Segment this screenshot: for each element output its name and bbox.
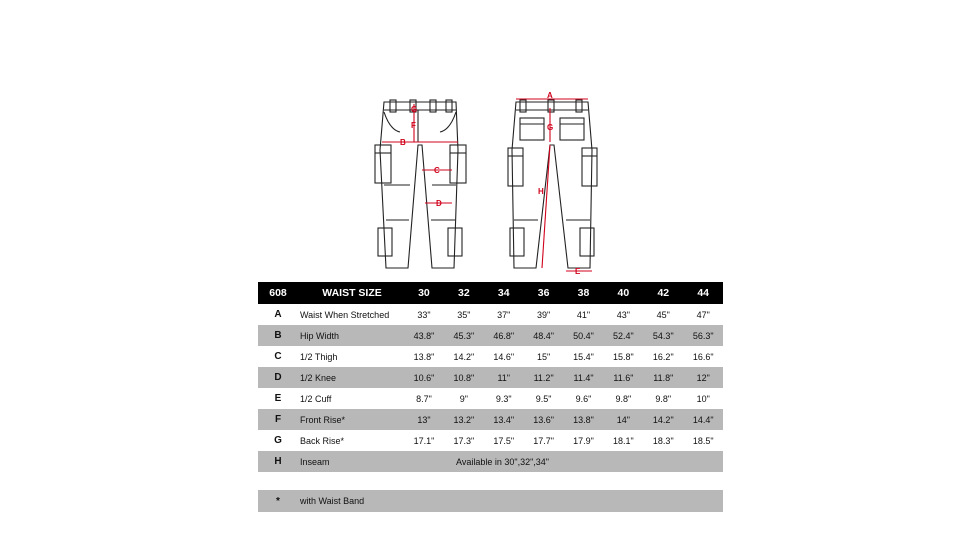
pants-diagram <box>370 90 610 275</box>
footnote-text: with Waist Band <box>298 490 404 512</box>
cell: 11.4" <box>564 367 604 388</box>
cell: 56.3" <box>683 325 723 346</box>
cell: 13.8" <box>404 346 444 367</box>
style-code: 608 <box>258 282 298 304</box>
row-label: 1/2 Knee <box>298 367 404 388</box>
cell: 50.4" <box>564 325 604 346</box>
table-row <box>258 325 723 346</box>
header-label: WAIST SIZE <box>298 282 404 304</box>
cell: 9.8" <box>603 388 643 409</box>
cell: 12" <box>683 367 723 388</box>
cell: 17.3" <box>444 430 484 451</box>
cell: 9.8" <box>643 388 683 409</box>
row-code: A <box>258 304 298 325</box>
table-row <box>258 346 723 367</box>
cell: 15" <box>524 346 564 367</box>
label-e-back: E <box>575 267 581 275</box>
row-label: 1/2 Thigh <box>298 346 404 367</box>
cell: 9" <box>444 388 484 409</box>
cell: 35" <box>444 304 484 325</box>
cell: 52.4" <box>603 325 643 346</box>
cell: 15.8" <box>603 346 643 367</box>
row-code: F <box>258 409 298 430</box>
row-code: B <box>258 325 298 346</box>
cell: 47" <box>683 304 723 325</box>
cell: 54.3" <box>643 325 683 346</box>
row-code: G <box>258 430 298 451</box>
cell: 14.2" <box>643 409 683 430</box>
row-label: 1/2 Cuff <box>298 388 404 409</box>
row-label: Back Rise* <box>298 430 404 451</box>
cell: 11.8" <box>643 367 683 388</box>
size-chart-table <box>258 282 723 512</box>
cell: 45" <box>643 304 683 325</box>
label-d-front: D <box>436 199 442 208</box>
table-row <box>258 430 723 451</box>
table-row-inseam <box>258 451 723 472</box>
cell: 18.3" <box>643 430 683 451</box>
cell: 37" <box>484 304 524 325</box>
label-f-front: F <box>411 121 416 130</box>
size-header: 36 <box>524 282 564 304</box>
cell: 11.6" <box>603 367 643 388</box>
cell: 17.9" <box>564 430 604 451</box>
cell: 14.4" <box>683 409 723 430</box>
cell: 9.6" <box>564 388 604 409</box>
row-label: Hip Width <box>298 325 404 346</box>
cell: 18.1" <box>603 430 643 451</box>
cell: 16.2" <box>643 346 683 367</box>
cell: 13.2" <box>444 409 484 430</box>
cell: 17.1" <box>404 430 444 451</box>
size-header: 34 <box>484 282 524 304</box>
cell: 11" <box>484 367 524 388</box>
label-b-front: B <box>400 138 406 147</box>
cell: 45.3" <box>444 325 484 346</box>
cell: 14" <box>603 409 643 430</box>
row-label: Waist When Stretched <box>298 304 404 325</box>
cell: 39" <box>524 304 564 325</box>
label-c-front: C <box>434 166 440 175</box>
label-a-back: A <box>547 91 553 100</box>
cell: 18.5" <box>683 430 723 451</box>
label-h-back: H <box>538 187 544 196</box>
cell: 8.7" <box>404 388 444 409</box>
footnote-marker: * <box>258 490 298 512</box>
size-header: 40 <box>603 282 643 304</box>
cell: 9.3" <box>484 388 524 409</box>
cell: 15.4" <box>564 346 604 367</box>
cell: 17.5" <box>484 430 524 451</box>
label-g-back: G <box>547 123 554 132</box>
table-header-row <box>258 282 723 304</box>
table-row <box>258 388 723 409</box>
cell: 13.8" <box>564 409 604 430</box>
size-header: 38 <box>564 282 604 304</box>
row-code: D <box>258 367 298 388</box>
front-measure-letters <box>400 105 442 208</box>
cell: 13" <box>404 409 444 430</box>
row-label: Inseam <box>298 451 404 472</box>
cell: 9.5" <box>524 388 564 409</box>
size-header: 30 <box>404 282 444 304</box>
back-measure-lines <box>516 99 592 271</box>
size-header: 44 <box>683 282 723 304</box>
front-measure-lines <box>382 104 458 203</box>
row-code: C <box>258 346 298 367</box>
cell: 13.4" <box>484 409 524 430</box>
table-row <box>258 367 723 388</box>
row-label: Front Rise* <box>298 409 404 430</box>
row-code: E <box>258 388 298 409</box>
cell: 11.2" <box>524 367 564 388</box>
cell: 14.6" <box>484 346 524 367</box>
label-g-front: G <box>411 105 418 114</box>
cell: 10" <box>683 388 723 409</box>
row-code: H <box>258 451 298 472</box>
inseam-note: Available in 30",32",34" <box>404 451 723 472</box>
pants-measurement-diagram <box>370 90 610 275</box>
cell: 43.8" <box>404 325 444 346</box>
size-header: 42 <box>643 282 683 304</box>
table-row-footnote <box>258 490 723 512</box>
cell: 14.2" <box>444 346 484 367</box>
cell: 46.8" <box>484 325 524 346</box>
front-pants-drawing <box>375 100 466 268</box>
cell: 43" <box>603 304 643 325</box>
cell: 33" <box>404 304 444 325</box>
cell: 48.4" <box>524 325 564 346</box>
table-row <box>258 304 723 325</box>
cell: 10.8" <box>444 367 484 388</box>
table-spacer <box>258 472 723 490</box>
table-row <box>258 409 723 430</box>
size-header: 32 <box>444 282 484 304</box>
cell: 13.6" <box>524 409 564 430</box>
cell: 17.7" <box>524 430 564 451</box>
cell: 41" <box>564 304 604 325</box>
cell: 16.6" <box>683 346 723 367</box>
cell: 10.6" <box>404 367 444 388</box>
